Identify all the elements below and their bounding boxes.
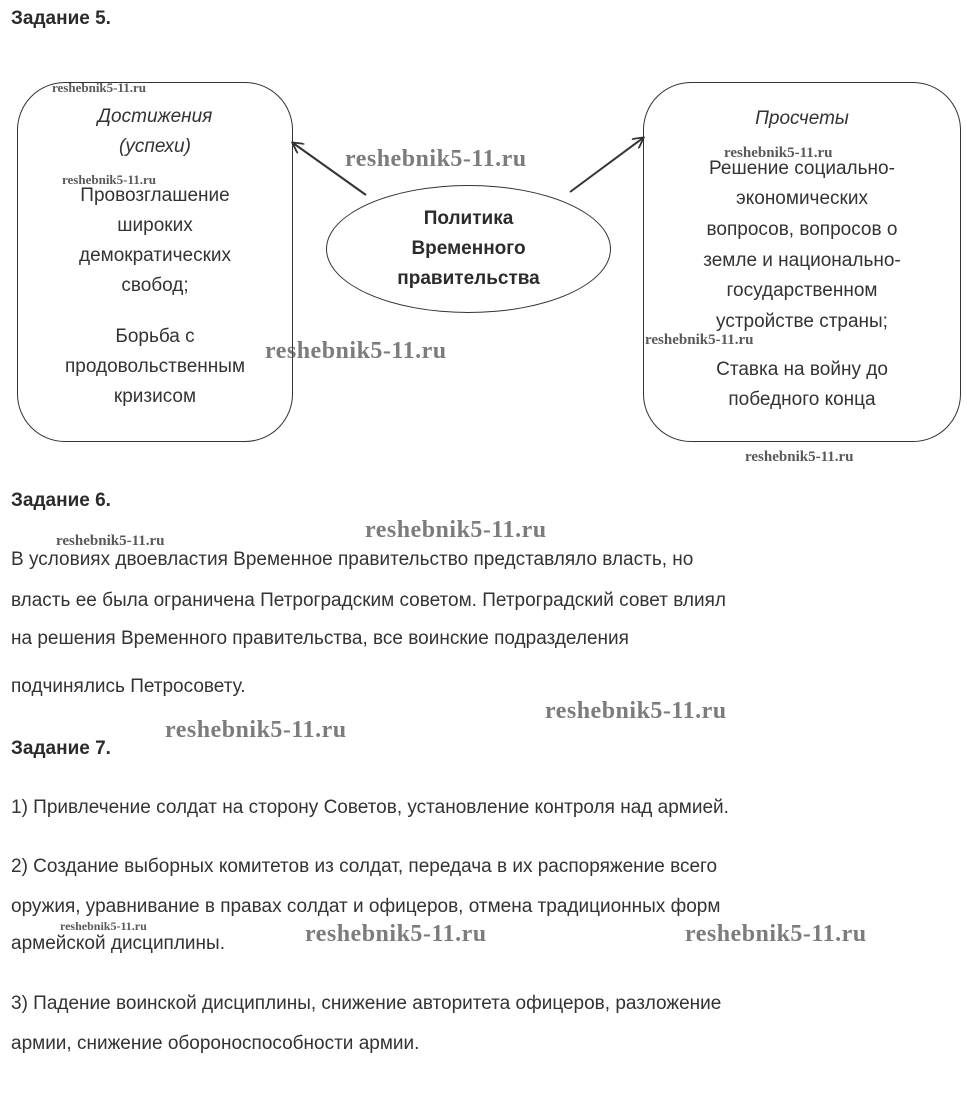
policy-line-2: Временного <box>411 238 526 259</box>
miscalculations-box <box>643 82 961 442</box>
task6-line-2: власть ее была ограничена Петроградским советом. Петроградский совет влиял <box>11 590 726 611</box>
task7-item-2-line-1: 2) Создание выборных комитетов из солдат, передача в их распоряжение всего <box>11 856 718 877</box>
miscalc-1-line-6: устройстве страны; <box>716 311 888 332</box>
watermark: reshebnik5-11.ru <box>305 921 487 947</box>
miscalc-2-line-1: Ставка на войну до <box>716 359 888 380</box>
achievement-1-line-2: широких <box>117 215 193 236</box>
miscalc-1-line-4: земле и национально- <box>703 250 901 271</box>
task7-item-1-line-1: 1) Привлечение солдат на сторону Советов, установление контроля над армией. <box>11 797 729 818</box>
watermark: reshebnik5-11.ru <box>745 449 854 465</box>
achievement-1-line-1: Провозглашение <box>80 185 230 206</box>
task7-item-2-line-2: оружия, уравнивание в правах солдат и офицеров, отмена традиционных форм <box>11 896 721 917</box>
task6-line-4: подчинялись Петросовету. <box>11 676 246 697</box>
miscalc-1-line-5: государственном <box>726 280 878 301</box>
arrow-right <box>570 138 643 192</box>
task5-heading: Задание 5. <box>11 8 111 29</box>
watermark: reshebnik5-11.ru <box>62 172 157 187</box>
task7-item-3-line-2: армии, снижение обороноспособности армии. <box>11 1033 420 1054</box>
task6-heading: Задание 6. <box>11 490 111 511</box>
task7-item-2-line-3: армейской дисциплины. <box>11 933 225 954</box>
watermark: reshebnik5-11.ru <box>265 338 447 364</box>
watermark: reshebnik5-11.ru <box>724 145 833 161</box>
achievements-box <box>17 82 293 442</box>
achievements-title-2: (успехи) <box>119 136 191 157</box>
watermark: reshebnik5-11.ru <box>545 698 727 724</box>
task7-heading: Задание 7. <box>11 738 111 759</box>
policy-ellipse <box>326 185 611 313</box>
task6-line-3: на решения Временного правительства, все воинские подразделения <box>11 628 629 649</box>
achievements-title-1: Достижения <box>97 106 213 127</box>
watermark: reshebnik5-11.ru <box>645 332 754 348</box>
task7-item-3-line-1: 3) Падение воинской дисциплины, снижение авторитета офицеров, разложение <box>11 993 722 1014</box>
watermark: reshebnik5-11.ru <box>60 919 147 933</box>
policy-line-1: Политика <box>423 208 514 229</box>
watermark: reshebnik5-11.ru <box>165 717 347 743</box>
achievement-2-line-3: кризисом <box>113 386 197 407</box>
watermark: reshebnik5-11.ru <box>52 80 147 95</box>
watermark: reshebnik5-11.ru <box>56 533 165 549</box>
task6-line-1: В условиях двоевластия Временное правительство представляло власть, но <box>11 549 694 570</box>
miscalc-1-line-2: экономических <box>736 188 868 209</box>
miscalc-1-line-1: Решение социально- <box>709 158 895 179</box>
miscalculations-title: Просчеты <box>755 108 849 129</box>
watermark: reshebnik5-11.ru <box>365 517 547 543</box>
achievement-1-line-4: свобод; <box>121 275 189 296</box>
miscalc-1-line-3: вопросов, вопросов о <box>706 219 898 240</box>
achievement-1-line-3: демократических <box>78 245 232 266</box>
miscalc-2-line-2: победного конца <box>728 389 876 410</box>
achievement-2-line-2: продовольственным <box>64 356 246 377</box>
watermark: reshebnik5-11.ru <box>345 146 527 172</box>
achievement-2-line-1: Борьба с <box>115 326 195 347</box>
watermark: reshebnik5-11.ru <box>685 921 867 947</box>
policy-line-3: правительства <box>397 268 540 289</box>
